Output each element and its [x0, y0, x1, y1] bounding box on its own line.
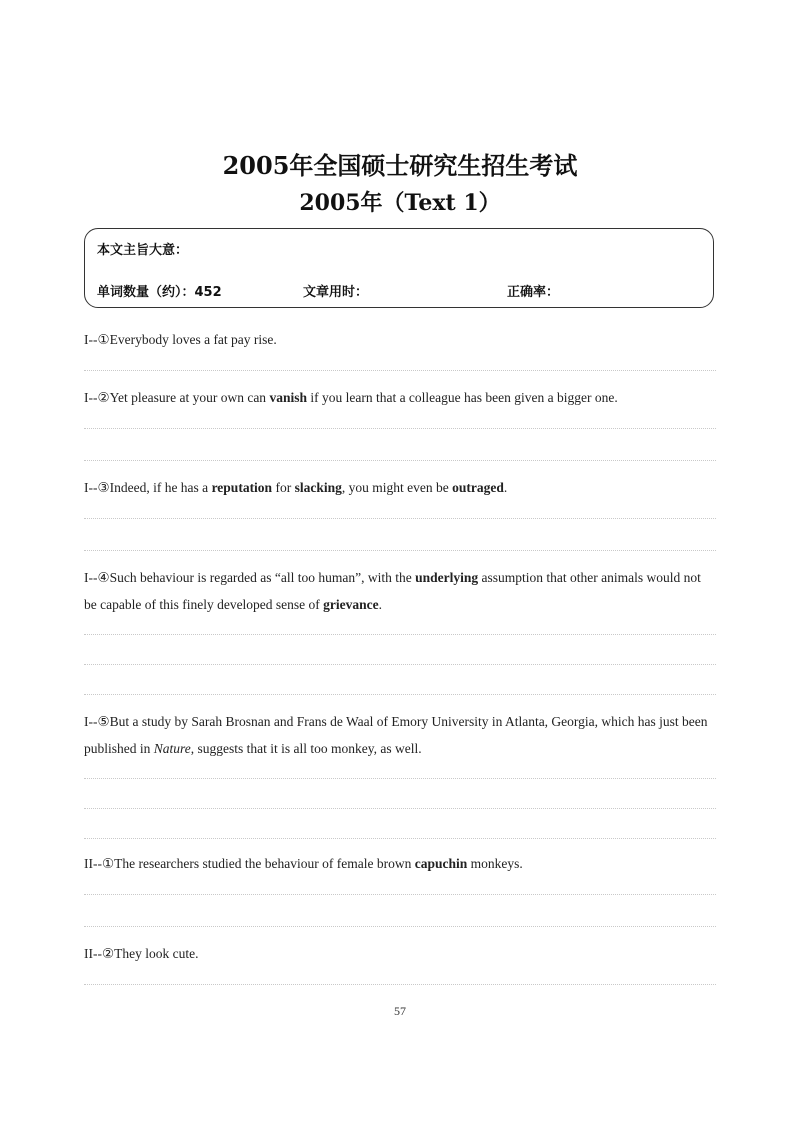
sentence-text: Yet pleasure at your own can: [109, 390, 270, 405]
sentence-id: I--②: [84, 390, 110, 405]
page-number: 57: [394, 1004, 406, 1018]
sentence-text: , you might even be: [341, 480, 453, 495]
sentence-text: for: [272, 480, 295, 495]
time-label: 文章用时：: [303, 285, 369, 300]
writing-line: [84, 518, 716, 519]
sentence-text: if you learn that a colleague has been given a bigger one.: [306, 390, 618, 405]
journal-name: Nature: [153, 741, 191, 756]
sentence-i-5: [84, 708, 716, 762]
writing-line: [84, 370, 716, 371]
sentence-text: assumption that other animals would not be capable of this finely developed sense of: [84, 570, 701, 612]
vocab-word: capuchin: [414, 856, 468, 871]
sentence-text: monkeys.: [467, 856, 523, 871]
summary-label: 本文主旨大意：: [97, 243, 189, 258]
sentence-id: II--①: [84, 856, 115, 871]
sentence-text: .: [503, 480, 508, 495]
writing-line: [84, 460, 716, 461]
sentence-text: They look cute.: [114, 946, 199, 961]
sentence-text: Everybody loves a fat pay rise.: [109, 332, 277, 347]
sentence-text: The researchers studied the behaviour of female brown: [114, 856, 415, 871]
writing-line: [84, 926, 716, 927]
accuracy-label: 正确率：: [507, 285, 560, 300]
vocab-word: reputation: [211, 480, 273, 495]
sentence-i-4: [84, 564, 716, 618]
sentence-i-2: [84, 384, 716, 411]
sentence-ii-1: [84, 850, 716, 877]
writing-line: [84, 984, 716, 985]
info-box: [84, 228, 714, 308]
writing-line: [84, 808, 716, 809]
writing-line: [84, 550, 716, 551]
writing-line: [84, 778, 716, 779]
writing-line: [84, 428, 716, 429]
writing-line: [84, 694, 716, 695]
sentence-text: Such behaviour is regarded as “all too human”, with the: [109, 570, 416, 585]
word-count-label: 单词数量（约）：452: [97, 285, 222, 300]
page-subtitle: 2005年（Text 1）: [299, 190, 501, 216]
vocab-word: outraged: [452, 480, 504, 495]
vocab-word: slacking: [294, 480, 342, 495]
sentence-id: I--⑤: [84, 714, 110, 729]
page-title: 2005年全国硕士研究生招生考试: [222, 151, 578, 180]
sentence-text: But a study by Sarah Brosnan and Frans de Waal of Emory University in Atlanta, Georgia, which has just been published in: [84, 714, 708, 756]
writing-line: [84, 634, 716, 635]
writing-line: [84, 894, 716, 895]
writing-line: [84, 838, 716, 839]
sentence-text: .: [378, 597, 383, 612]
vocab-word: grievance: [323, 597, 379, 612]
sentence-ii-2: [84, 940, 716, 967]
writing-line: [84, 664, 716, 665]
sentence-text: , suggests that it is all too monkey, as well.: [190, 741, 422, 756]
sentence-i-3: [84, 474, 716, 501]
vocab-word: underlying: [415, 570, 479, 585]
sentence-i-1: [84, 326, 716, 353]
vocab-word: vanish: [269, 390, 307, 405]
sentence-id: I--③: [84, 480, 110, 495]
sentence-id: I--④: [84, 570, 110, 585]
sentence-id: II--②: [84, 946, 115, 961]
sentence-text: Indeed, if he has a: [109, 480, 212, 495]
sentence-id: I--①: [84, 332, 110, 347]
